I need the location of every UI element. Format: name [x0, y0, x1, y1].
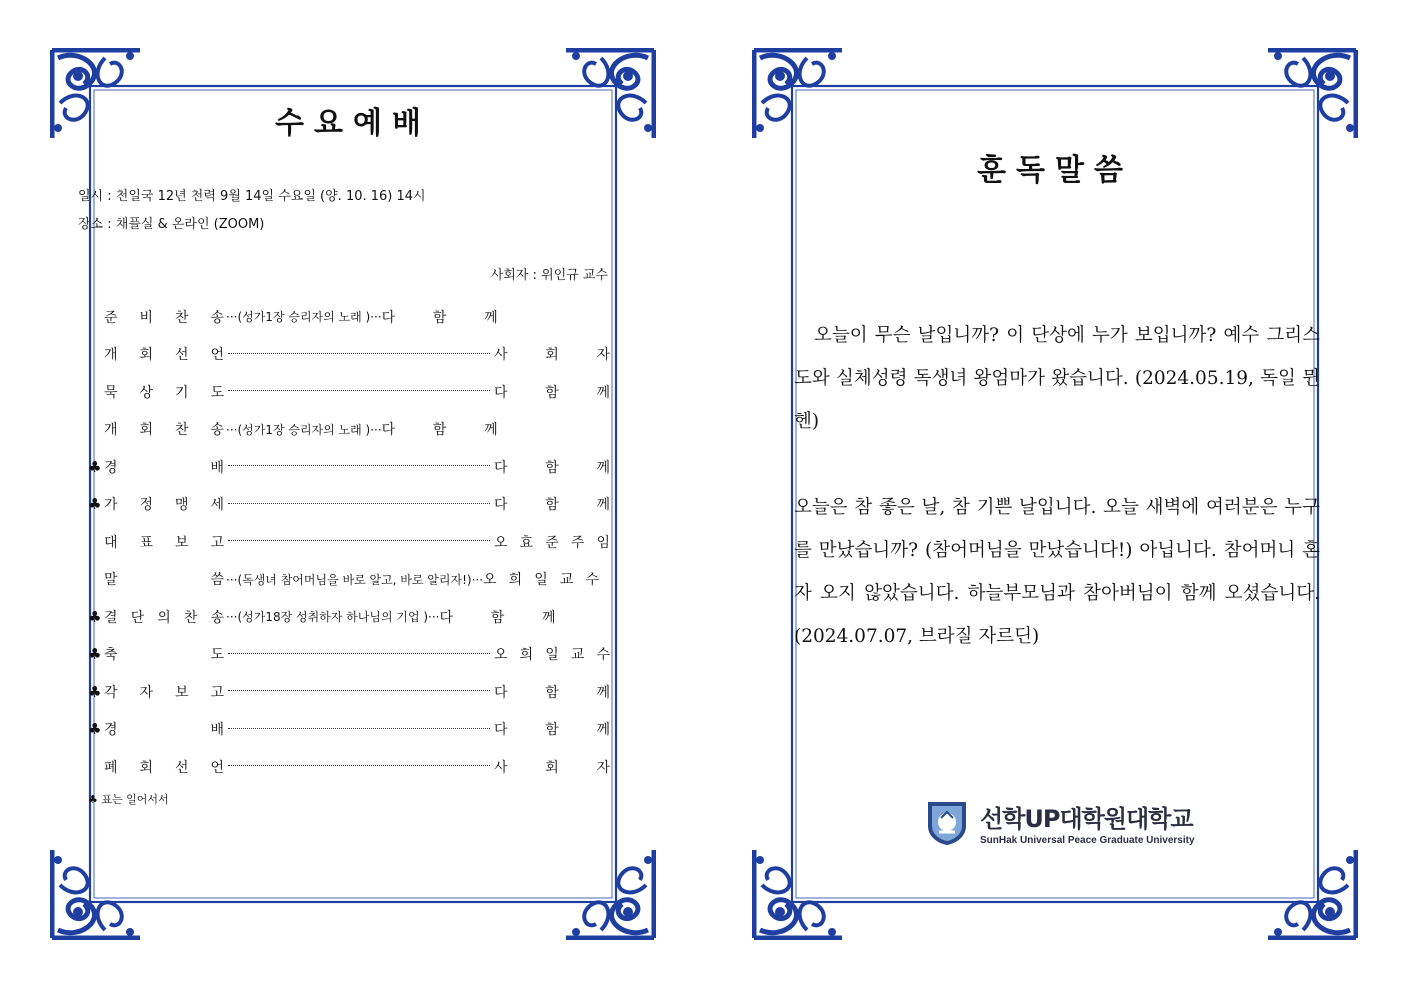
program-item-responsible: 다 함 께 [381, 309, 498, 326]
program-item-name: 준 비 찬 송 [104, 309, 224, 326]
university-subtitle: SunHak Universal Peace Graduate University [980, 834, 1195, 846]
program-item-note: ···(성가1장 승리자의 노래 )··· [226, 310, 382, 325]
program-item-name: 가 정 맹 세 [104, 497, 224, 514]
dot-leader [228, 503, 490, 504]
program-row [88, 336, 610, 374]
program-item-responsible: 사 회 자 [494, 759, 610, 776]
club-mark-icon: ♣ [88, 495, 102, 514]
service-date: 일시 : 천일국 12년 천력 9월 14일 수요일 (양. 10. 16) 14시 [78, 189, 426, 204]
program-item-responsible: 다 함 께 [439, 609, 556, 626]
dot-leader [228, 728, 490, 729]
club-mark-icon: ♣ [88, 682, 102, 701]
program-row [88, 748, 610, 786]
program-row [88, 523, 610, 561]
dot-leader [228, 353, 490, 354]
program-item-name: 묵 상 기 도 [104, 384, 224, 401]
dot-leader [228, 390, 490, 391]
program-item-responsible: 사 회 자 [494, 347, 610, 364]
dot-leader [228, 690, 490, 691]
program-item-responsible: 다 함 께 [381, 422, 498, 439]
program-item-name: 각 자 보 고 [104, 684, 224, 701]
standing-footnote: ♣ 표는 일어서서 [88, 793, 169, 806]
reading-paragraph: 오늘이 무슨 날입니까? 이 단상에 누가 보입니까? 예수 그리스도와 실체성령 독생녀 왕엄마가 왔습니다. (2024.05.19, 독일 뮌헨) [794, 325, 1320, 432]
program-item-responsible: 다 함 께 [494, 722, 610, 739]
program-item-name: 폐 회 선 언 [104, 759, 224, 776]
program-item-responsible: 오 효 준 주 임 [494, 534, 610, 551]
program-list [88, 298, 610, 786]
program-row [88, 673, 610, 711]
program-item-responsible: 다 함 께 [494, 384, 610, 401]
club-mark-icon: ♣ [88, 457, 102, 476]
program-row [88, 561, 610, 599]
university-name: 선학UP대학원대학교 [980, 804, 1193, 833]
dot-leader [228, 653, 490, 654]
program-row [88, 448, 610, 486]
dot-leader [228, 540, 490, 541]
program-row [88, 373, 610, 411]
service-title: 수요예배 [275, 106, 431, 141]
program-item-responsible: 오 희 일 교 수 [483, 572, 599, 589]
program-item-name: 축 도 [104, 647, 224, 664]
service-place: 장소 : 채플실 & 온라인 (ZOOM) [78, 217, 265, 232]
university-logo [924, 798, 1195, 846]
reading-title: 훈독말씀 [977, 153, 1133, 188]
program-row [88, 298, 610, 336]
dot-leader [228, 765, 490, 766]
program-item-note: ···(독생녀 참어머님을 바로 알고, 바로 알리자!)··· [226, 572, 484, 587]
program-row [88, 411, 610, 449]
program-item-responsible: 다 함 께 [494, 497, 610, 514]
program-row [88, 711, 610, 749]
program-row [88, 636, 610, 674]
university-emblem-icon [924, 798, 970, 846]
service-host: 사회자 : 위인규 교수 [490, 268, 608, 283]
club-mark-icon: ♣ [88, 607, 102, 626]
dot-leader [228, 465, 490, 466]
club-mark-icon: ♣ [88, 720, 102, 739]
program-item-name: 개 회 찬 송 [104, 422, 224, 439]
program-item-name: 개 회 선 언 [104, 347, 224, 364]
reading-paragraph: 오늘은 참 좋은 날, 참 기쁜 날입니다. 오늘 새벽에 여러분은 누구를 만났습니까? (참어머님을 만났습니다!) 아닙니다. 참어머니 혼자 오지 않았습니다. 하늘부모님과 참아버님이 함께 오셨습니다. (2024.07.07, 브라질 자르딘) [794, 497, 1320, 647]
program-item-responsible: 오 희 일 교 수 [494, 647, 610, 664]
program-row [88, 598, 610, 636]
program-item-name: 경 배 [104, 459, 224, 476]
program-item-name: 경 배 [104, 722, 224, 739]
program-item-note: ···(성가18장 성취하자 하나님의 기업 )··· [226, 610, 440, 625]
club-mark-icon: ♣ [88, 645, 102, 664]
program-item-responsible: 다 함 께 [494, 684, 610, 701]
program-item-name: 대 표 보 고 [104, 534, 224, 551]
right-page [752, 48, 1358, 940]
program-item-responsible: 다 함 께 [494, 459, 610, 476]
program-item-name: 결 단 의 찬 송 [104, 609, 224, 626]
program-item-note: ···(성가1장 승리자의 노래 )··· [226, 422, 382, 437]
left-page [50, 48, 656, 940]
program-item-name: 말 씀 [104, 572, 224, 589]
program-row [88, 486, 610, 524]
